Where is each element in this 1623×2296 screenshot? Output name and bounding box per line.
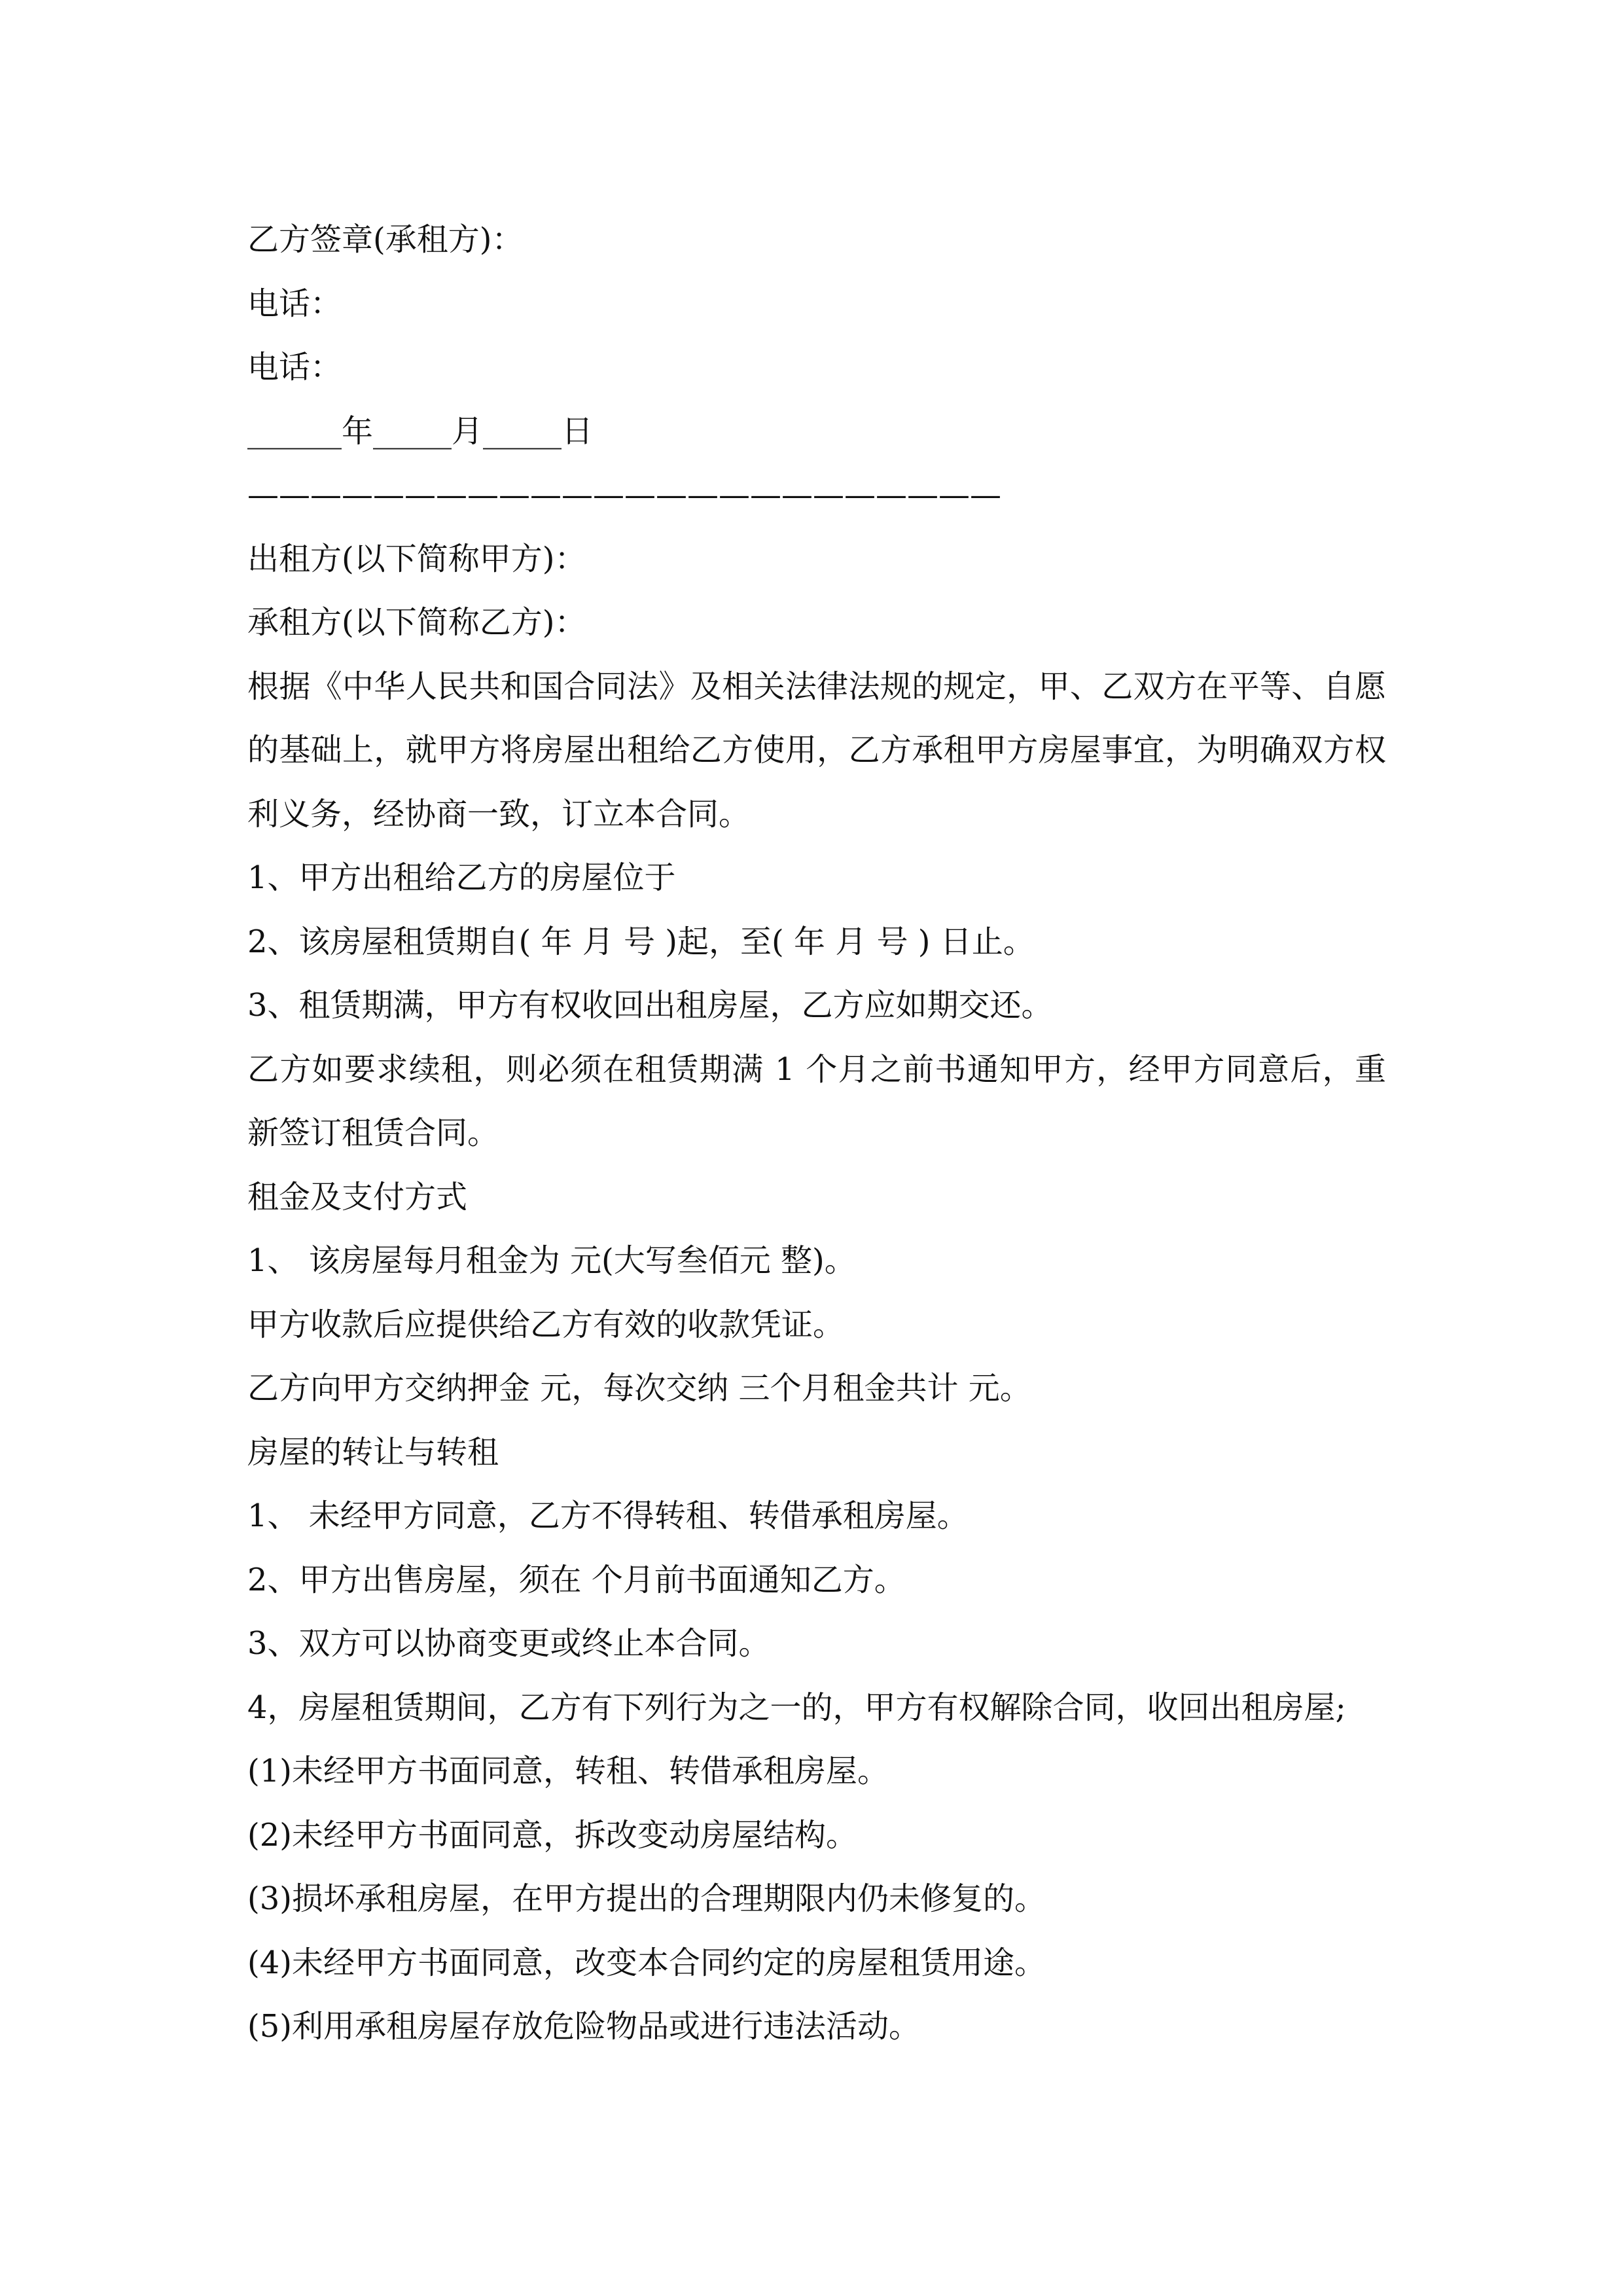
separator-dash-line: ———————————————————————— bbox=[247, 476, 1001, 513]
phone-line-1: 电话： bbox=[247, 285, 342, 322]
transfer-clause-2: 2、甲方出售房屋，须在 个月前书面通知乙方。 bbox=[247, 1561, 906, 1598]
termination-item-4: (4)未经甲方书面同意，改变本合同约定的房屋租赁用途。 bbox=[247, 1944, 1046, 1981]
transfer-clause-4: 4，房屋租赁期间，乙方有下列行为之一的，甲方有权解除合同，收回出租房屋; bbox=[247, 1689, 1346, 1726]
clause-1-location: 1、甲方出租给乙方的房屋位于 bbox=[247, 859, 676, 896]
phone-line-2: 电话： bbox=[247, 349, 342, 386]
clause-3-expiry: 3、租赁期满，甲方有权收回出租房屋，乙方应如期交还。 bbox=[247, 987, 1053, 1024]
rent-clause-1: 1、 该房屋每月租金为 元(大写叁佰元 整)。 bbox=[247, 1242, 856, 1279]
termination-item-2: (2)未经甲方书面同意，拆改变动房屋结构。 bbox=[247, 1816, 857, 1854]
party-b-signature-line: 乙方签章(承租方)： bbox=[247, 221, 524, 258]
lessee-line: 承租方(以下简称乙方)： bbox=[247, 604, 586, 641]
document-body bbox=[247, 208, 1386, 2059]
termination-item-3: (3)损坏承租房屋，在甲方提出的合理期限内仍未修复的。 bbox=[247, 1880, 1046, 1917]
date-blank-line: ______年_____月_____日 bbox=[247, 412, 594, 450]
section-heading-transfer: 房屋的转让与转租 bbox=[247, 1433, 499, 1471]
lessor-line: 出租方(以下简称甲方)： bbox=[247, 540, 586, 577]
transfer-clause-1: 1、 未经甲方同意，乙方不得转租、转借承租房屋。 bbox=[247, 1498, 969, 1534]
termination-item-1: (1)未经甲方书面同意，转租、转借承租房屋。 bbox=[247, 1753, 889, 1789]
transfer-clause-3: 3、双方可以协商变更或终止本合同。 bbox=[247, 1625, 770, 1662]
section-heading-rent: 租金及支付方式 bbox=[247, 1178, 468, 1215]
renewal-paragraph: 乙方如要求续租，则必须在租赁期满 1 个月之前书通知甲方，经甲方同意后，重新签订租赁合同。 bbox=[247, 1050, 1386, 1151]
deposit-line: 乙方向甲方交纳押金 元，每次交纳 三个月租金共计 元。 bbox=[247, 1370, 1031, 1407]
rent-receipt-line: 甲方收款后应提供给乙方有效的收款凭证。 bbox=[247, 1306, 845, 1343]
clause-2-term: 2、该房屋租赁期自( 年 月 号 )起，至( 年 月 号 ) 日止。 bbox=[247, 923, 1035, 960]
preamble-paragraph: 根据《中华人民共和国合同法》及相关法律法规的规定，甲、乙双方在平等、自愿的基础上，就甲方将房屋出租给乙方使用，乙方承租甲方房屋事宜，为明确双方权利义务，经协商一致，订立本合同。 bbox=[247, 668, 1386, 833]
termination-item-5: (5)利用承租房屋存放危险物品或进行违法活动。 bbox=[247, 2008, 920, 2045]
